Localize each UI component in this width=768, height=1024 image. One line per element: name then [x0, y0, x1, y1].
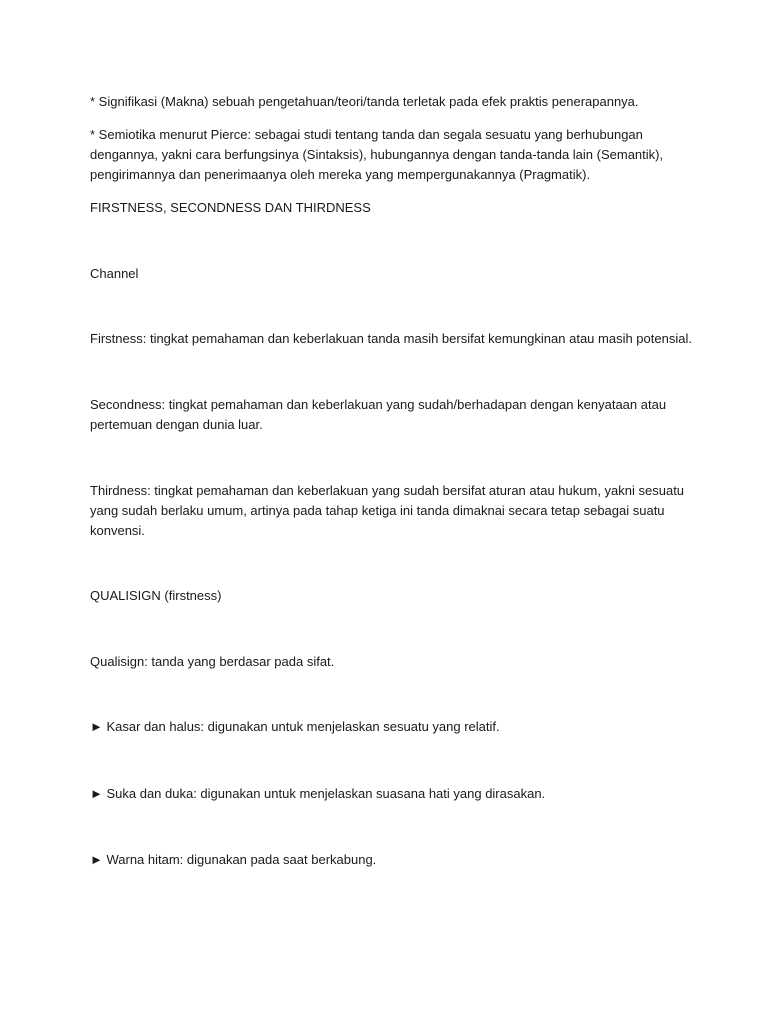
text-line: ► Kasar dan halus: digunakan untuk menjelaskan sesuatu yang relatif. — [90, 719, 500, 734]
paragraph-semiotika — [90, 125, 690, 185]
heading-qualisign — [90, 586, 690, 606]
paragraph-thirdness — [90, 481, 690, 541]
text-line: dengannya, yakni cara berfungsinya (Sintaksis), hubungannya dengan tanda-tanda lain (Semantik), — [90, 147, 664, 162]
text-line: * Semiotika menurut Pierce: sebagai studi tentang tanda dan segala sesuatu yang berhubungan — [90, 127, 643, 142]
text-line: yang sudah berlaku umum, artinya pada tahap ketiga ini tanda dimaknai secara tetap sebagai suatu — [90, 503, 665, 518]
paragraph-secondness — [90, 395, 690, 435]
text-line: Secondness: tingkat pemahaman dan keberlakuan yang sudah/berhadapan dengan kenyataan atau — [90, 397, 667, 412]
text-line: Qualisign: tanda yang berdasar pada sifat. — [90, 654, 335, 669]
text-line: QUALISIGN (firstness) — [90, 588, 222, 603]
heading-firstness-secondness-thirdness — [90, 198, 690, 218]
bullet-suka-dan-duka — [90, 784, 690, 804]
bullet-warna-hitam — [90, 850, 690, 870]
text-line: Channel — [90, 266, 139, 281]
paragraph-qualisign — [90, 652, 690, 672]
text-line: FIRSTNESS, SECONDNESS DAN THIRDNESS — [90, 200, 371, 215]
paragraph-firstness — [90, 329, 690, 349]
bullet-kasar-dan-halus — [90, 717, 690, 737]
text-line: ► Suka dan duka: digunakan untuk menjelaskan suasana hati yang dirasakan. — [90, 786, 546, 801]
text-line: pengirimannya dan penerimaanya oleh mereka yang mempergunakannya (Pragmatik). — [90, 167, 591, 182]
text-line: konvensi. — [90, 523, 145, 538]
text-line: ► Warna hitam: digunakan pada saat berkabung. — [90, 852, 377, 867]
text-line: Thirdness: tingkat pemahaman dan keberlakuan yang sudah bersifat aturan atau hukum, yakni sesuatu — [90, 483, 685, 498]
text-line: pertemuan dengan dunia luar. — [90, 417, 263, 432]
paragraph-channel — [90, 264, 690, 284]
text-line: Firstness: tingkat pemahaman dan keberlakuan tanda masih bersifat kemungkinan atau masih potensial. — [90, 331, 692, 346]
text-line: * Signifikasi (Makna) sebuah pengetahuan/teori/tanda terletak pada efek praktis penerapannya. — [90, 94, 639, 109]
paragraph-signifikasi — [90, 92, 690, 112]
